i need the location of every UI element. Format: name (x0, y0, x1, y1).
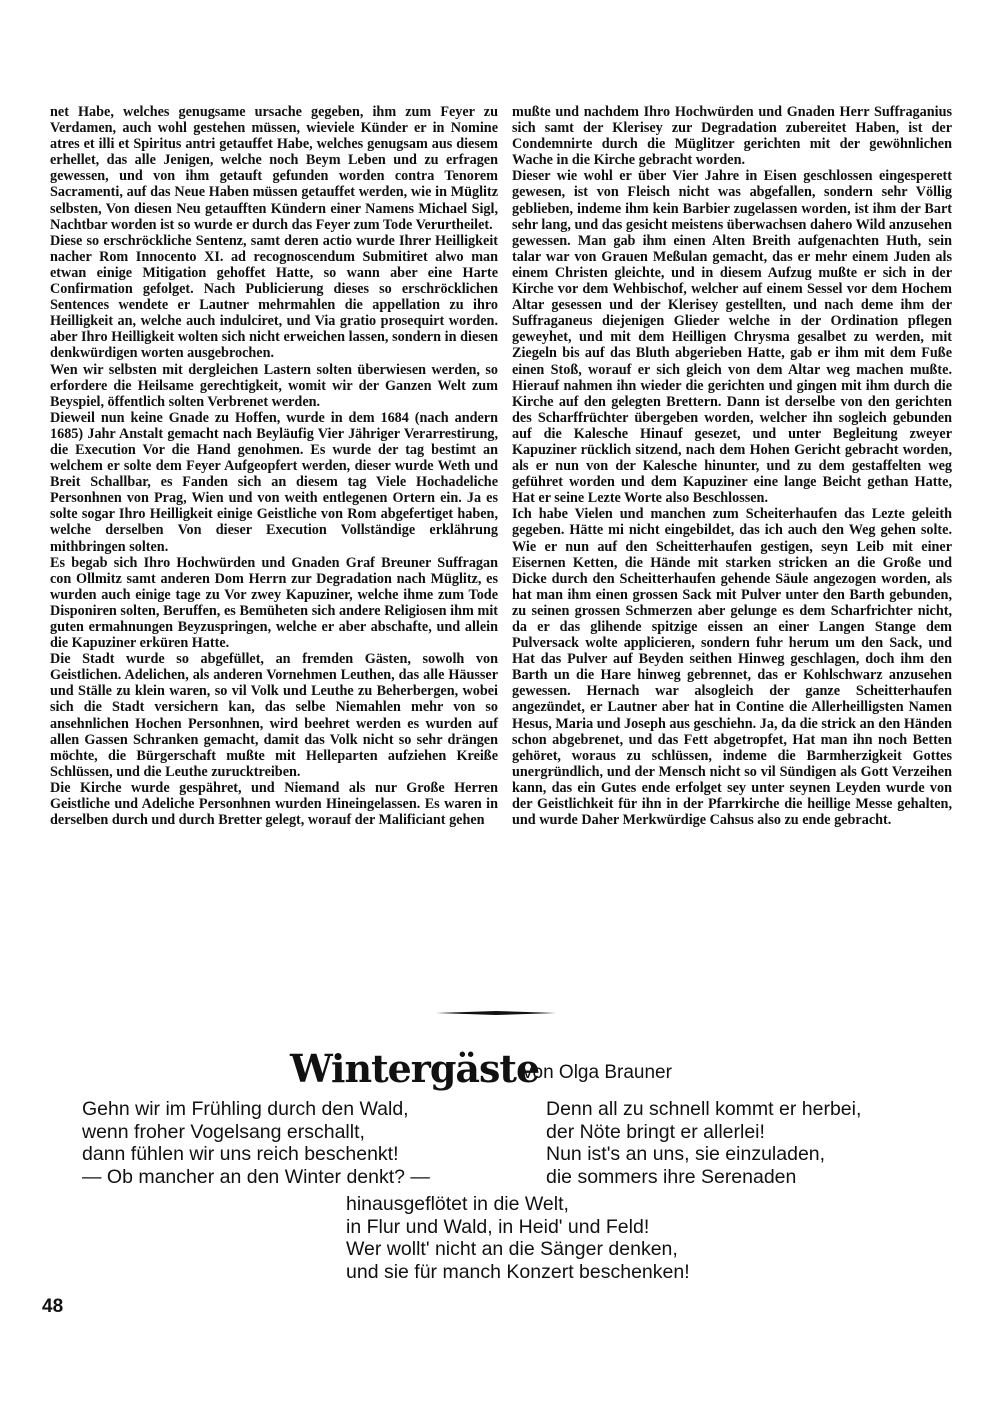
paragraph: mußte und nachdem Ihro Hochwürden und Gnaden Herr Suffraganius sich samt der Klerisey zur Degradation zubereitet Haben, ist der Condemnirte durch die Müglitzer gerichten mit der gewöhnlichen Wache in die Kirche gebracht worden. (512, 104, 952, 169)
poem-line: und sie für manch Konzert beschenken! (346, 1260, 690, 1283)
poem-line: in Flur und Wald, in Heid' und Feld! (346, 1215, 650, 1238)
paragraph: Diese so erschröckliche Sentenz, samt deren actio wurde Ihrer Heilligkeit nacher Rom Innocento XI. ad recognoscendum Submitiret alwo man etwan einige Mitigation gehoffet Hatte, so wann aber eine Harte Confirmation gefolget. Nach Publicierung dieses so erschröcklichen Sentences wendete er Lautner mehrmahlen die appellation zu ihro Heilligkeit an, welche auch indulciret, und Via gratio prosequirt worden. aber Ihro Heilligkeit wolten sich nicht erweichen lassen, sondern in diesen denkwürdigen worten ausgebrochen. (50, 232, 498, 362)
paragraph: net Habe, welches genugsame ursache gegeben, ihm zum Feyer zu Verdamen, auch wohl gestehen müssen, wieviele Künder er in Nomine atres et illi et Spiritus antri getauffet Habe, welches genugsam aus diesem erhellet, das alle Jenigen, welche noch Beym Leben und zu erfragen gewessen, und von ihm getauft gefunden worden contra Tenorem Sacramenti, auf das Neue Haben müssen getauffet werden, wie in Müglitz selbsten, Von diesen Neu getaufften Kündern einer Namens Michael Sigl, Nachtbar worden ist so wurde er durch das Feyer zum Tode Verurtheilet. (50, 104, 498, 233)
paragraph: Wen wir selbsten mit dergleichen Lastern solten überwiesen werden, so erfordere die Heilsame gerechtigkeit, womit wir der Ganzen Welt zum Beyspiel, öffentlich solten Verbrenet werden. (50, 361, 498, 410)
poem-byline: von Olga Brauner (523, 1062, 672, 1083)
paragraph: Die Stadt wurde so abgefüllet, an fremden Gästen, sowolh von Geistlichen. Adelichen, als anderen Vornehmen Leuthen, das alle Häusser und Ställe zu klein waren, so vil Volk und Leuthe zu Beherbergen, wobei sich die Stadt versichern kan, das selbe Niemahlen mehr von so ansehnlichen Hochen Personhnen, wird beehret werden es wurden auf allen Gassen Schranken gemacht, damit das Volk nicht so sehr drängen möchte, die Bürgerschaft mußte mit Helleparten aufziehen Kreiße Schlüssen, und die Leuthe zurucktreiben. (50, 651, 498, 780)
poem-line: wenn froher Vogelsang erschallt, (82, 1120, 365, 1143)
paragraph: Dieser wie wohl er über Vier Jahre in Eisen geschlossen eingesperett gewesen, ist von Fleisch nicht was abgefallen, sondern sehr Völlig geblieben, indeme ihm kein Barbier zugelassen worden, ist ihm der Bart sehr lang, und das gesicht meistens überwachsen dahero Wild anzusehen gewessen. Man gab ihm einen Alten Breith aufgenachten Huth, sein talar war von Grauen Meßulan gemacht, das er mehr einem Juden als einem Christen gleichte, und in diesem Aufzug mußte er sich in der Kirche vor dem Wehbischof, welcher auf einem Sessel vor dem Hochem Altar gesessen und der Klerisey gestellten, und nach deme ihm der Suffraganeus diejenigen Glieder welche in der Ordination pflegen geweyhet, und mit dem Heilligen Chrysma gesalbet zu werden, mit Ziegeln bis auf das Bluth abgerieben Hatte, gab er ihm mit dem Fuße einen Stoß, worauf er sich gleich von dem Altar weg machen mußte. Hierauf nahmen ihn wieder die gerichten und gingen mit ihm durch die Kirche auf den gelegten Brettern. Dann ist derselbe von den gerichten des Scharffrüchter übergeben worden, welcher ihn sogleich gebunden auf die Kalesche Hinauf gesezet, und unter Begleitung zweyer Kapuziner rücklich sitzend, nach dem Hohen Gericht gebracht worden, als er nun von der Kalesche hinunter, und zu dem gestaffelten weg geführet worden und dem Kapuziner eine lange Beicht gethan Hatte, Hat er seine Lezte Worte also Beschlossen. (512, 168, 952, 507)
poem-line: die sommers ihre Serenaden (546, 1165, 797, 1188)
poem-line: — Ob mancher an den Winter denkt? — (82, 1165, 430, 1188)
poem-stanza-2 (546, 1098, 861, 1188)
article-left-column (50, 104, 498, 828)
article-right-column (512, 104, 952, 828)
poem-line: Wer wollt' nicht an die Sänger denken, (346, 1238, 678, 1260)
poem-line: Denn all zu schnell kommt er herbei, (546, 1098, 862, 1120)
paragraph: Die Kirche wurde gespähret, und Niemand als nur Große Herren Geistliche und Adeliche Personhnen wurden Hineingelassen. Es waren in derselben durch und durch Bretter gelegt, worauf der Malificiant gehen (50, 779, 498, 829)
paragraph: Es begab sich Ihro Hochwürden und Gnaden Graf Breuner Suffragan con Ollmitz samt anderen Dom Herrn zur Degradation nach Müglitz, es wurden auch einige tage zu Vor zwey Kapuziner, welche ihme zum Tode Disponiren solten, Beruffen, es Bemüheten sich andere Religiosen ihm mit guten ermahnungen Beyzuspringen, welche er aber abschafte, und allein die Kapuziner erküren Hatte. (50, 554, 498, 652)
poem-line: der Nöte bringt er allerlei! (546, 1120, 765, 1143)
poem-stanza-1 (82, 1098, 430, 1188)
poem-title: Wintergäste (290, 1046, 540, 1091)
poem-line: dann fühlen wir uns reich beschenkt! (82, 1143, 399, 1165)
poem-stanza-3 (346, 1193, 690, 1283)
poem-line: Gehn wir im Frühling durch den Wald, (82, 1098, 409, 1120)
poem-line: Nun ist's an uns, sie einzuladen, (546, 1143, 826, 1165)
paragraph: Dieweil nun keine Gnade zu Hoffen, wurde in dem 1684 (nach andern 1685) Jahr Anstalt gemacht nach Beyläufig Vier Jähriger Verarrestirung, die Execution Vor die Hand genohmen. Es wurde der tag bestimt an welchem er solte dem Feyer Aufgeopfert werden, dieser wurde Weth und Breit Schallbar, es Fanden sich an diesem tag Viele Hochadeliche Personhnen von Prag, Wien und von weith entlegenen Ortern ein. Ja es solte sogar Ihro Heilligkeit einige Geistliche von Rom abgefertiget haben, welche derselben Von dieser Execution Vollständige erklährung mithbringen solten. (50, 409, 498, 555)
ornamental-divider (436, 1011, 556, 1015)
paragraph: Ich habe Vielen und manchen zum Scheiterhaufen das Lezte geleith gegeben. Hätte mi nicht eingebildet, das ich auch den Weg gehen solte. Wie er nun auf den Scheitterhaufen gestigen, seyn Leib mit einer Eisernen Ketten, die Hände mit starken stricken an die Große und Dicke durch den Scheitterhaufen gehende Säule angezogen worden, als hat man ihm einen grossen Sack mit Pulver unter den Barth gebunden, zu seinen grossen Schmerzen aber gelunge es dem Scharfrichter nicht, da er das glihende spitzige eissen an einer Langen Stange dem Pulversack wolte applicieren, sondern fuhr herum um den Sack, und Hat das Pulver auf Beyden seithen Hinweg geschlagen, doch ihm den Barth un die Hare hinweg gebrennet, das er Kohlschwarz anzusehen gewessen. Hernach war alsogleich der ganze Scheitterhaufen angezündet, er Lautner aber hat in Contine die Allerheilligsten Namen Hesus, Maria und Joseph aus geschiehn. Ja, da die strick an den Händen schon abgebrenet, und das Fett abgetropfet, Hat man ihn noch Betten gehöret, woraus zu schlüssen, indeme die Barmherzigkeit Gottes unergründlich, und der Mensch nicht so vil Sündigen als Gott Verzeihen kann, das ein Gutes ende erfolget sey unter seynen Leyden wurde von der Geistlichkeit für ihn in der Pfarrkirche die heillige Messe gehalten, und wurde Daher Merkwürdige Cahsus also zu ende gebracht. (512, 506, 952, 829)
page-number: 48 (42, 1296, 64, 1317)
poem-line: hinausgeflötet in die Welt, (346, 1193, 569, 1215)
